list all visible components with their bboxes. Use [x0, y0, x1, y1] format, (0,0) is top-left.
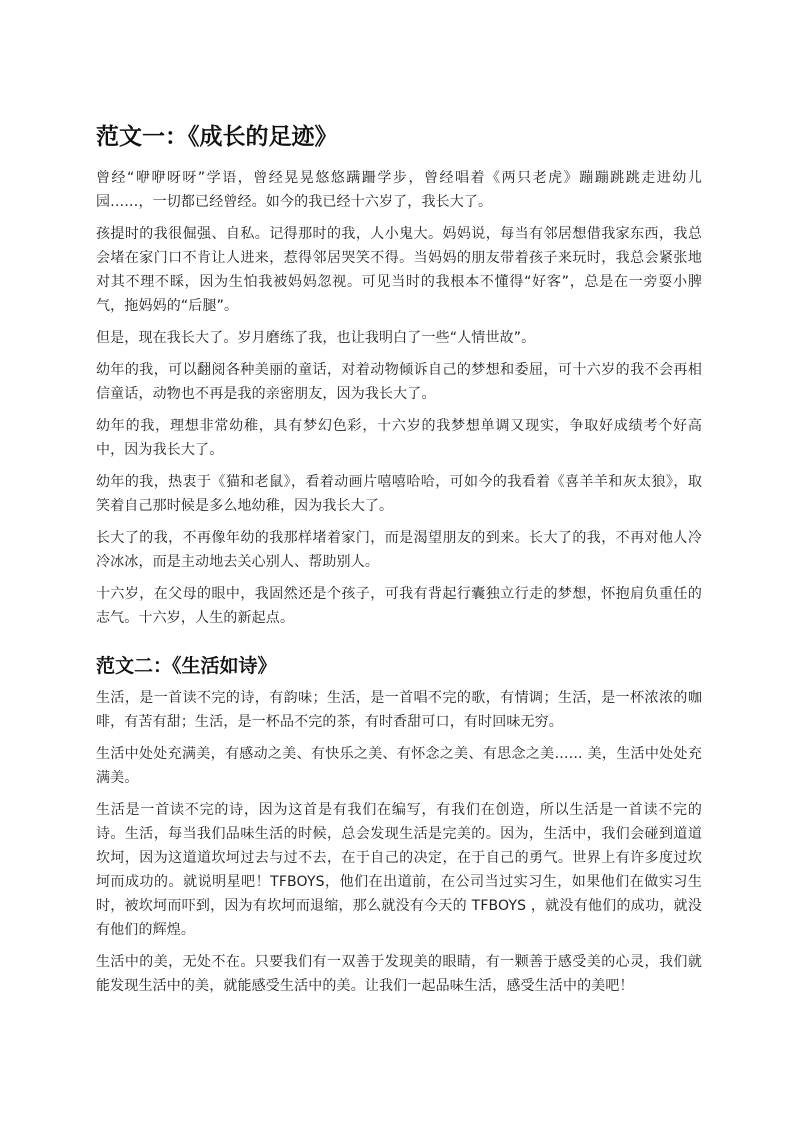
essay-1-paragraph: 孩提时的我很倔强、自私。记得那时的我，人小鬼大。妈妈说，每当有邻居想借我家东西，我总会堵在家门口不肯让人进来，惹得邻居哭笑不得。当妈妈的朋友带着孩子来玩时，我总会紧张地对其不理不睬，因为生怕我被妈妈忽视。可见当时的我根本不懂得“好客”，总是在一旁耍小脾气，拖妈妈的“后腿”。 — [96, 226, 702, 314]
essay-1-title: 范文一：《成长的足迹》 — [96, 124, 338, 150]
essay-1-paragraph: 幼年的我，可以翻阅各种美丽的童话，对着动物倾诉自己的梦想和委屈，可十六岁的我不会再相信童话，动物也不再是我的亲密朋友，因为我长大了。 — [96, 362, 702, 402]
essay-1-paragraph: 十六岁，在父母的眼中，我固然还是个孩子，可我有背起行囊独立行走的梦想，怀抱肩负重任的志气。十六岁，人生的新起点。 — [96, 586, 702, 626]
essay-1-paragraph: 但是，现在我长大了。岁月磨练了我，也让我明白了一些“人情世故”。 — [96, 330, 536, 346]
essay-1-paragraph: 曾经“咿咿呀呀”学语，曾经晃晃悠悠蹒跚学步，曾经唱着《两只老虎》蹦蹦跳跳走进幼儿园……，一切都已经曾经。如今的我已经十六岁了，我长大了。 — [96, 170, 702, 210]
essay-2-paragraph: 生活中处处充满美，有感动之美、有快乐之美、有怀念之美、有思念之美…… 美，生活中处处充满美。 — [96, 746, 702, 786]
essay-1-paragraph: 幼年的我，理想非常幼稚，具有梦幻色彩，十六岁的我梦想单调又现实，争取好成绩考个好高中，因为我长大了。 — [96, 418, 702, 458]
essay-1-paragraph: 幼年的我，热衷于《猫和老鼠》，看着动画片嘻嘻哈哈，可如今的我看着《喜羊羊和灰太狼》，取笑着自己那时候是多么地幼稚，因为我长大了。 — [96, 474, 702, 514]
essay-2-title: 范文二：《生活如诗》 — [96, 655, 277, 677]
essay-1-body — [96, 166, 702, 638]
essay-1-paragraph: 长大了的我，不再像年幼的我那样堵着家门，而是渴望朋友的到来。长大了的我，不再对他人冷冷冰冰，而是主动地去关心别人、帮助别人。 — [96, 530, 702, 570]
essay-2-paragraph: 生活中的美，无处不在。只要我们有一双善于发现美的眼睛，有一颗善于感受美的心灵，我们就能发现生活中的美，就能感受生活中的美。让我们一起品味生活，感受生活中的美吧！ — [96, 954, 702, 994]
essay-2-body — [96, 686, 702, 1006]
essay-2-paragraph: 生活是一首读不完的诗，因为这首是有我们在编写，有我们在创造，所以生活是一首读不完的诗。生活，每当我们品味生活的时候，总会发现生活是完美的。因为，生活中，我们会碰到道道坎坷，因为这道道坎坷过去与过不去，在于自己的决定，在于自己的勇气。世界上有许多度过坎坷而成功的。就说明星吧！TFBOYS，他们在出道前，在公司当过实习生，如果他们在做实习生时，被坎坷而吓到，因为有坎坷而退缩，那么就没有今天的 TFBOYS ，就没有他们的成功，就没有他们的辉煌。 — [96, 802, 702, 938]
essay-2-paragraph: 生活，是一首读不完的诗，有韵味；生活，是一首唱不完的歌，有情调；生活，是一杯浓浓的咖啡，有苦有甜；生活，是一杯品不完的茶，有时香甜可口，有时回味无穷。 — [96, 690, 702, 730]
